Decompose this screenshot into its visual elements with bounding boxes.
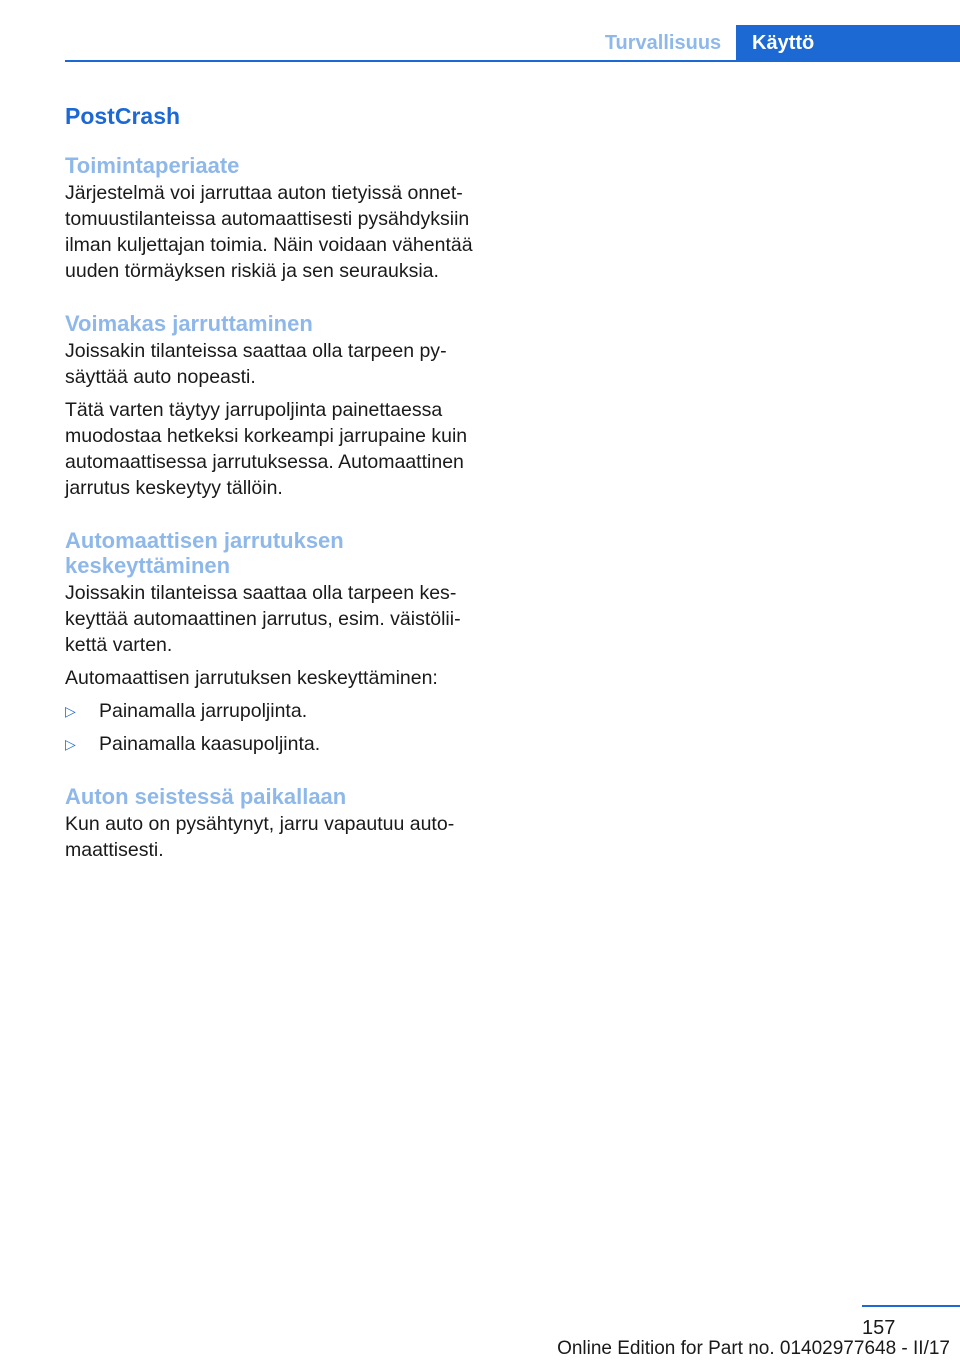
page-header xyxy=(0,25,960,61)
heading-voimakas-jarruttaminen: Voimakas jarruttaminen xyxy=(65,311,313,336)
list-item-text: Painamalla jarrupoljinta. xyxy=(99,700,308,722)
heading-toimintaperiaate: Toimintaperiaate xyxy=(65,153,240,178)
heading-automaattisen-keskeyttaminen: Automaattisen jarrutuksen keskeyttäminen xyxy=(65,528,344,578)
header-chapter-tab[interactable]: Käyttö xyxy=(736,25,960,62)
heading-auton-seistessa: Auton seistessä paikallaan xyxy=(65,784,347,809)
edition-note: Online Edition for Part no. 01402977648 - II/17 xyxy=(557,1338,950,1359)
page-number: 157 xyxy=(862,1317,896,1339)
bullet-list xyxy=(65,698,485,757)
paragraph-voimakas-1: Joissakin tilanteissa saattaa olla tarpeen pysäyttää auto nopeasti. xyxy=(65,340,447,388)
list-item xyxy=(65,698,485,724)
paragraph-voimakas-2: Tätä varten täytyy jarrupoljinta painettaessa muodostaa hetkeksi korkeampi jarrupaine kuin automaattisessa jarrutuksessa. Automaattinen jarrutus keskeytyy tällöin. xyxy=(65,399,468,499)
triangle-bullet-icon: ▷ xyxy=(65,703,76,719)
footer-rule xyxy=(862,1305,960,1307)
paragraph-keskeyttaminen-2: Automaattisen jarrutuksen keskeyttäminen: xyxy=(65,667,438,689)
triangle-bullet-icon: ▷ xyxy=(65,736,76,752)
paragraph-toimintaperiaate: Järjestelmä voi jarruttaa auton tietyissä onnettomuustilanteissa automaattisesti pysähdyksiin ilman kuljettajan toimia. Näin voidaan vähentää uuden törmäyksen riskiä ja sen seurauksia. xyxy=(65,182,473,282)
page-title: PostCrash xyxy=(65,103,181,129)
header-rule xyxy=(65,60,960,62)
paragraph-auton-seistessa: Kun auto on pysähtynyt, jarru vapautuu automaattisesti. xyxy=(65,813,455,861)
header-section-tab[interactable]: Turvallisuus xyxy=(604,32,722,54)
list-item xyxy=(65,731,485,757)
main-content xyxy=(65,100,485,863)
paragraph-keskeyttaminen-1: Joissakin tilanteissa saattaa olla tarpeen keskeyttää automaattinen jarrutus, esim. väistöliikettä varten. xyxy=(65,582,461,656)
list-item-text: Painamalla kaasupoljinta. xyxy=(99,733,321,755)
